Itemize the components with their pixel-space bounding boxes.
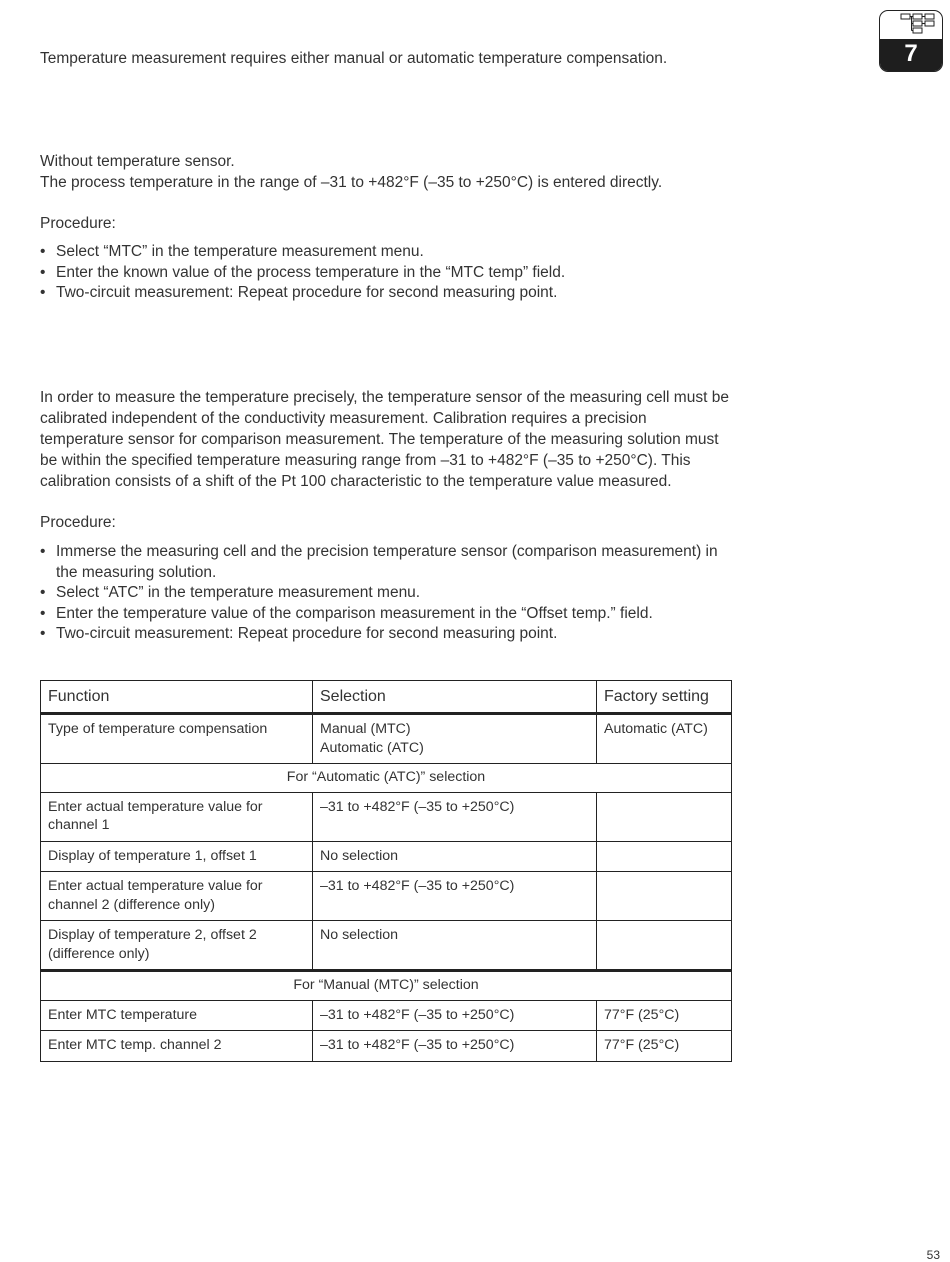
mtc-line-1: Without temperature sensor. [40, 153, 235, 170]
selection-option: Manual (MTC) [320, 721, 411, 737]
table-header-row [41, 681, 732, 714]
cell-factory [597, 841, 732, 872]
mtc-line-2: The process temperature in the range of –31 to +482°F (–35 to +250°C) is entered directly. [40, 174, 663, 191]
cell-factory [597, 921, 732, 971]
table-group-row [41, 971, 732, 1001]
cell-factory [597, 792, 732, 841]
cell-selection [313, 714, 597, 764]
table-row [41, 1000, 732, 1031]
cell-factory: Automatic (ATC) [597, 714, 732, 764]
cell-function: Enter MTC temp. channel 2 [41, 1031, 313, 1062]
list-item: • Select “ATC” in the temperature measurement menu. [40, 583, 730, 604]
selection-option: Automatic (ATC) [320, 739, 424, 756]
chapter-badge [879, 10, 943, 72]
cell-selection: No selection [313, 841, 597, 872]
intro-text: Temperature measurement requires either manual or automatic temperature compensation. [40, 50, 668, 67]
list-item: • Two-circuit measurement: Repeat procedure for second measuring point. [40, 283, 740, 304]
cell-function: Enter MTC temperature [41, 1000, 313, 1031]
settings-table [40, 680, 732, 1062]
table-row [41, 1031, 732, 1062]
table-row [41, 921, 732, 971]
table-group-row [41, 764, 732, 793]
mtc-section [40, 151, 740, 304]
mtc-steps [40, 242, 740, 304]
list-item: • Enter the known value of the process temperature in the “MTC temp” field. [40, 263, 740, 284]
list-item: • Select “MTC” in the temperature measurement menu. [40, 242, 740, 263]
cell-selection: –31 to +482°F (–35 to +250°C) [313, 1000, 597, 1031]
cell-factory: 77°F (25°C) [597, 1031, 732, 1062]
header-factory-setting: Factory setting [597, 681, 732, 714]
cell-function: Display of temperature 2, offset 2 (difference only) [41, 921, 313, 971]
atc-section [40, 387, 740, 645]
table-row [41, 841, 732, 872]
list-item: • Immerse the measuring cell and the precision temperature sensor (comparison measurement) in the measuring solution. [40, 542, 730, 583]
list-item: • Two-circuit measurement: Repeat procedure for second measuring point. [40, 624, 730, 645]
group-heading-mtc: For “Manual (MTC)” selection [41, 971, 732, 1001]
atc-paragraph: In order to measure the temperature precisely, the temperature sensor of the measuring cell must be calibrated independent of the conductivity measurement. Calibration requires a precision temperature sensor for comparison measurement. The temperature of the measuring solution must be within the specified temperature measuring range from –31 to +482°F (–35 to +250°C). This calibration consists of a shift of the Pt 100 characteristic to the temperature value measured. [40, 389, 729, 490]
header-function: Function [41, 681, 313, 714]
mtc-procedure-label: Procedure: [40, 215, 116, 232]
page-number: 53 [926, 1248, 940, 1262]
cell-function: Enter actual temperature value for channel 1 [41, 792, 313, 841]
table-row [41, 872, 732, 921]
group-heading-atc: For “Automatic (ATC)” selection [41, 764, 732, 793]
cell-selection: –31 to +482°F (–35 to +250°C) [313, 872, 597, 921]
cell-function: Display of temperature 1, offset 1 [41, 841, 313, 872]
cell-function: Enter actual temperature value for channel 2 (difference only) [41, 872, 313, 921]
header-selection: Selection [313, 681, 597, 714]
cell-function: Type of temperature compensation [41, 714, 313, 764]
cell-selection: –31 to +482°F (–35 to +250°C) [313, 792, 597, 841]
chapter-number: 7 [880, 39, 942, 71]
atc-steps [40, 542, 730, 645]
table-row [41, 792, 732, 841]
menu-tree-icon [880, 11, 942, 37]
cell-selection: –31 to +482°F (–35 to +250°C) [313, 1031, 597, 1062]
atc-procedure-label: Procedure: [40, 514, 116, 531]
cell-factory: 77°F (25°C) [597, 1000, 732, 1031]
cell-selection: No selection [313, 921, 597, 971]
list-item: • Enter the temperature value of the comparison measurement in the “Offset temp.” field. [40, 604, 730, 625]
table-row [41, 714, 732, 764]
cell-factory [597, 872, 732, 921]
